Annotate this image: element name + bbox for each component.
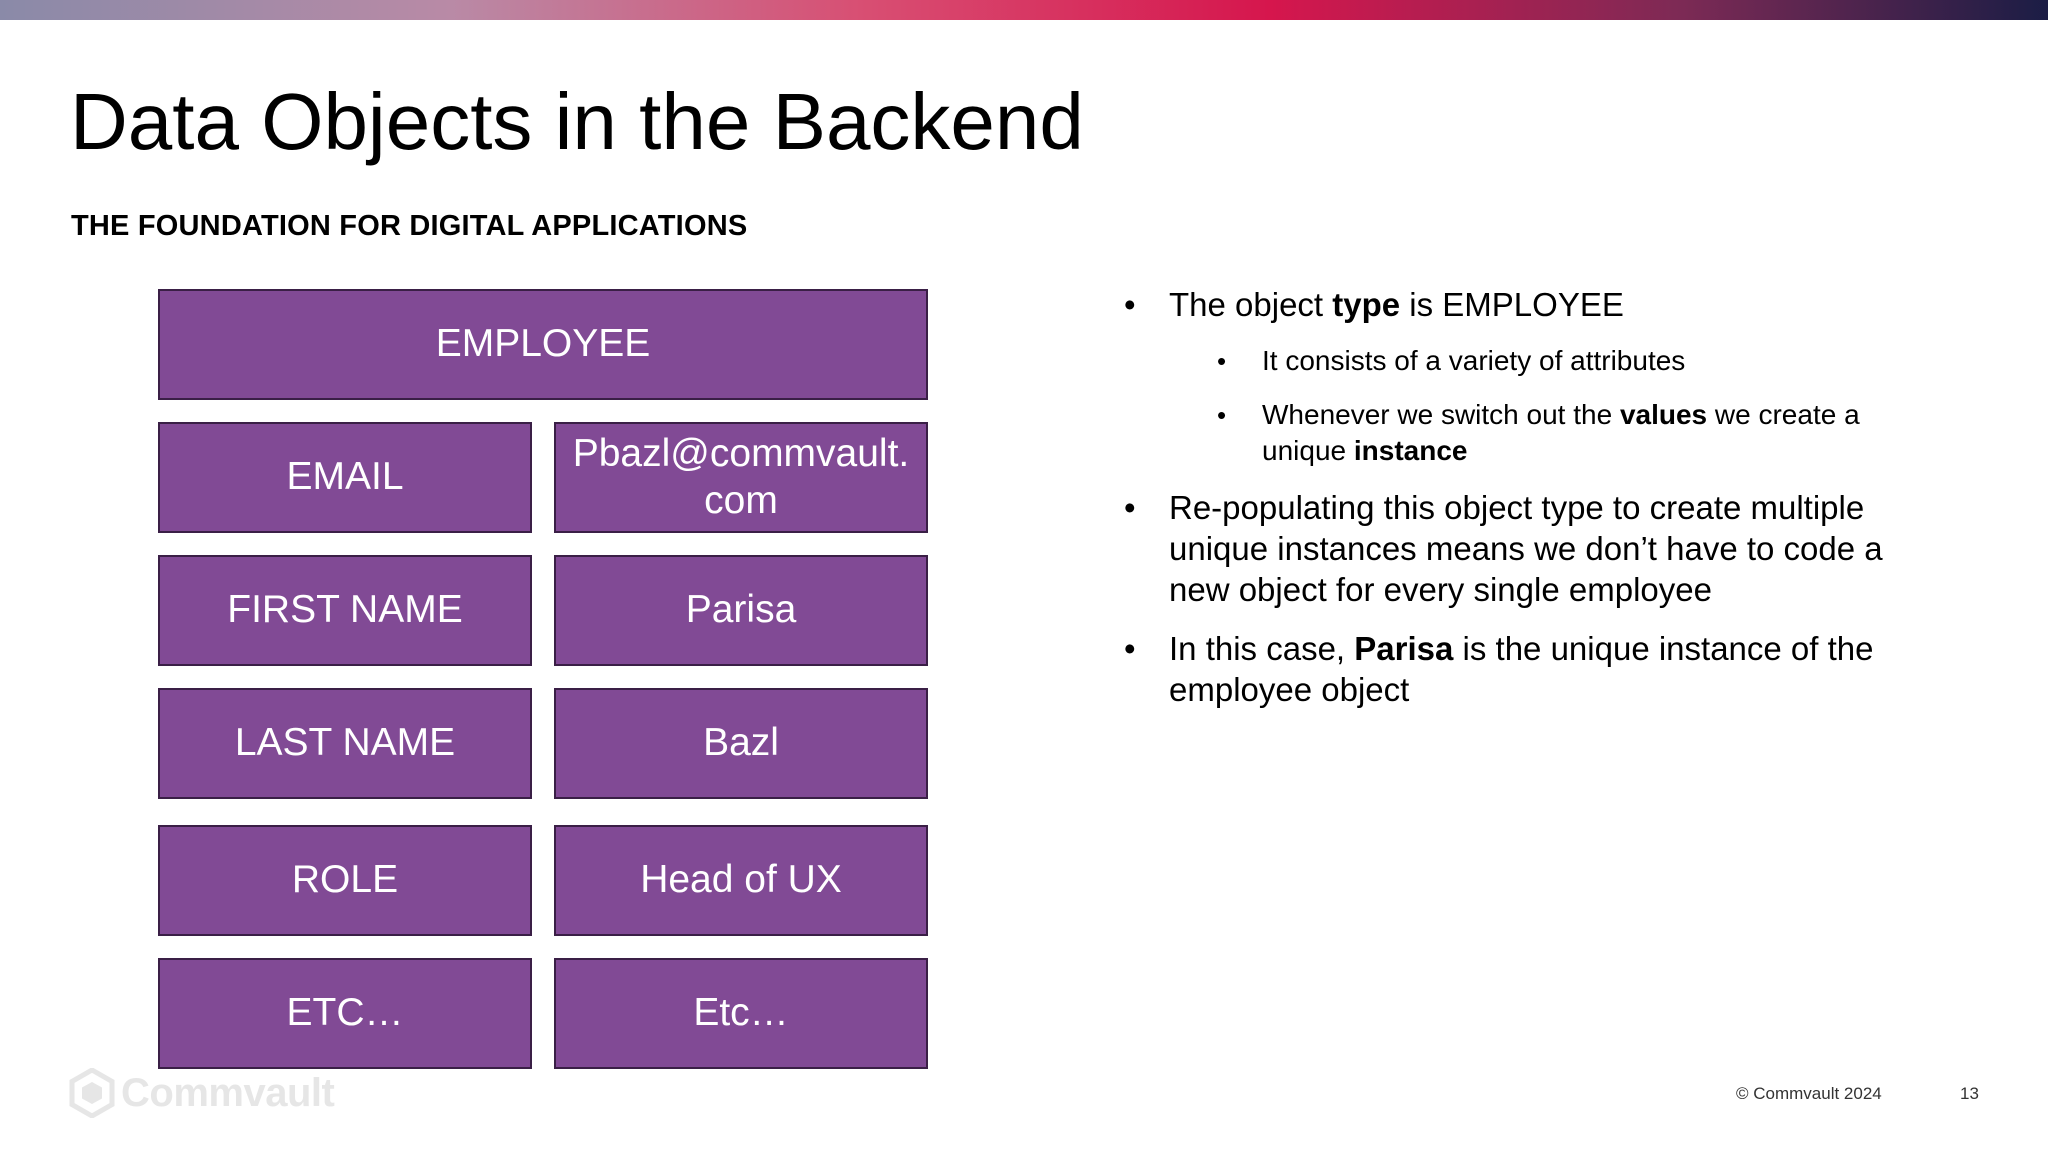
page-number: 13 [1960, 1084, 1979, 1103]
object-type-label: EMPLOYEE [435, 322, 651, 366]
attribute-label: EMAIL [286, 455, 404, 499]
attribute-label: LAST NAME [234, 721, 456, 765]
value-box-email [554, 422, 928, 533]
bullet-list [1120, 284, 1940, 728]
value-label: Etc… [693, 991, 789, 1035]
attribute-label: FIRST NAME [227, 588, 463, 632]
value-label: Bazl [703, 721, 779, 765]
footer-copyright: © Commvault 2024 [1736, 1084, 1882, 1103]
value-line: com [704, 478, 778, 522]
attribute-box-etc [158, 958, 532, 1069]
object-type-box [158, 289, 928, 400]
attribute-box-first-name [158, 555, 532, 666]
attribute-label: ROLE [291, 858, 399, 902]
value-box-last-name [554, 688, 928, 799]
value-line: Pbazl@commvault. [572, 431, 910, 475]
commvault-logo-icon [69, 1068, 115, 1118]
commvault-logo [69, 1068, 334, 1118]
value-label: Parisa [685, 588, 797, 632]
bullet-parisa-instance: • In this case, Parisa is the unique instance of the employee object [1120, 628, 1940, 710]
value-box-etc [554, 958, 928, 1069]
value-box-role [554, 825, 928, 936]
value-box-first-name [554, 555, 928, 666]
slide-title: Data Objects in the Backend [70, 77, 1084, 166]
sub-bullet-attributes: • It consists of a variety of attributes [1213, 343, 1940, 379]
attribute-box-email [158, 422, 532, 533]
slide-subtitle: THE FOUNDATION FOR DIGITAL APPLICATIONS [71, 210, 748, 242]
attribute-box-role [158, 825, 532, 936]
bullet-repopulating: • Re-populating this object type to create multiple unique instances means we don’t have to code a new object for every single employee [1120, 487, 1940, 610]
sub-bullet-instance: • Whenever we switch out the values we create a unique instance [1213, 397, 1940, 469]
attribute-label: ETC… [286, 991, 404, 1035]
value-label [573, 431, 910, 525]
value-label: Head of UX [640, 858, 842, 902]
top-gradient-bar [0, 0, 2048, 20]
attribute-box-last-name [158, 688, 532, 799]
logo-wordmark: Commvault [121, 1070, 335, 1115]
bullet-object-type: • The object type is EMPLOYEE [1120, 284, 1940, 325]
